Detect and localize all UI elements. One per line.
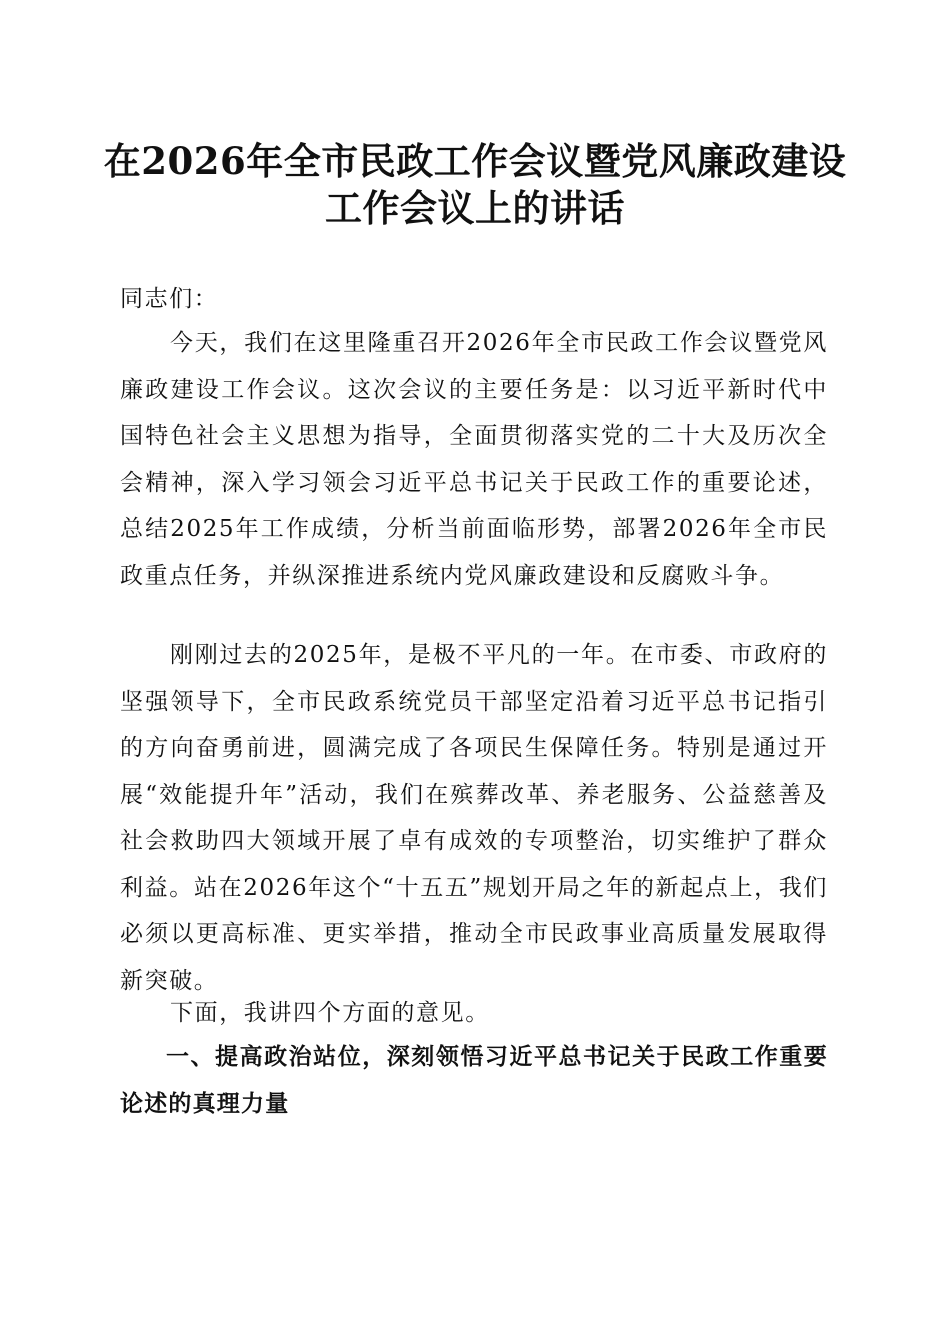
body-paragraph-2: 刚刚过去的2025年，是极不平凡的一年。在市委、市政府的坚强领导下，全市民政系统党员干部坚定沿着习近平总书记指引的方向奋勇前进，圆满完成了各项民生保障任务。特别是通过开展“效能提升年”活动，我们在殡葬改革、养老服务、公益慈善及社会救助四大领域开展了卓有成效的专项整治，切实维护了群众利益。站在2026年这个“十五五”规划开局之年的新起点上，我们必须以更高标准、更实举措，推动全市民政事业高质量发展取得新突破。	[120, 642, 828, 994]
section-heading-1: 一、提高政治站位，深刻领悟习近平总书记关于民政工作重要论述的真理力量	[120, 1044, 828, 1117]
document-title-line-1: 在2026年全市民政工作会议暨党风廉政建设	[103, 139, 847, 183]
document-title-line-2: 工作会议上的讲话	[325, 186, 625, 230]
body-paragraph-1: 今天，我们在这里隆重召开2026年全市民政工作会议暨党风廉政建设工作会议。这次会议的主要任务是：以习近平新时代中国特色社会主义思想为指导，全面贯彻落实党的二十大及历次全会精神，深入学习领会习近平总书记关于民政工作的重要论述，总结2025年工作成绩，分析当前面临形势，部署2026年全市民政重点任务，并纵深推进系统内党风廉政建设和反腐败斗争。	[120, 330, 828, 589]
salutation: 同志们：	[120, 286, 219, 312]
body-paragraph-3: 下面，我讲四个方面的意见。	[170, 1000, 490, 1026]
